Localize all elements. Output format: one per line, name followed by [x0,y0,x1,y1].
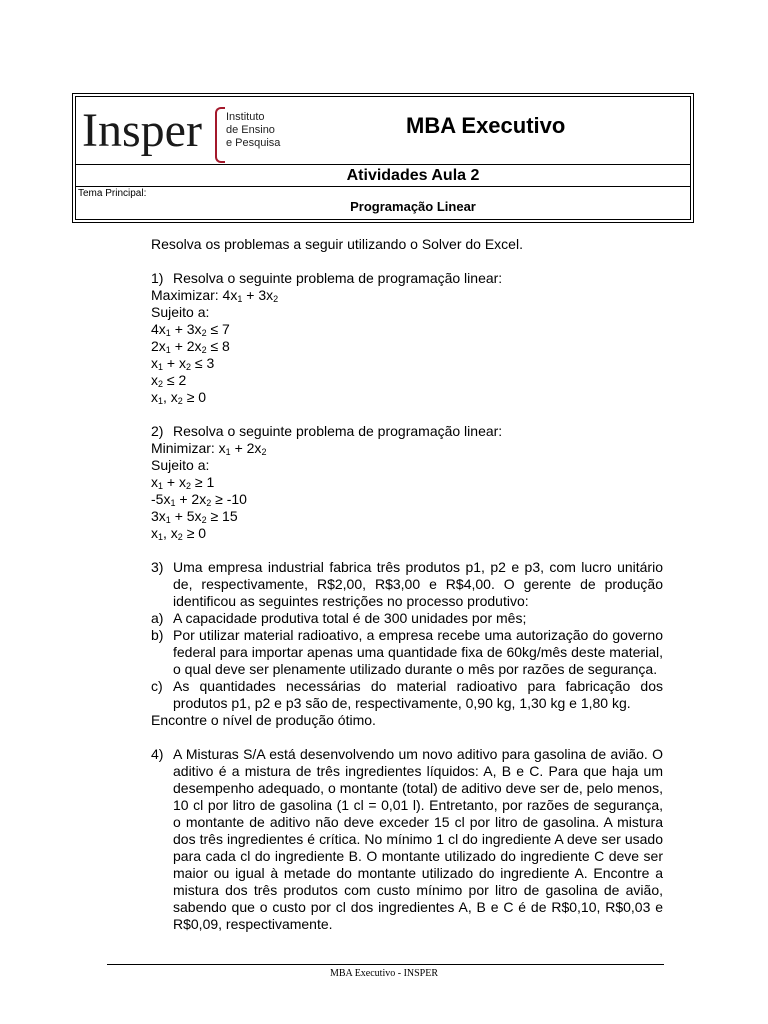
item-text: Por utilizar material radioativo, a empresa recebe uma autorização do governo federal para importar apenas uma quantidade fixa de 60kg/mês deste material, o qual deve ser plenamente utilizado durante o mês por razões de segurança. [173,627,663,677]
footer-divider [107,964,664,965]
header-top-row [76,97,690,164]
header-frame [75,96,691,220]
logo-institute-text [226,111,280,150]
header-theme-row [76,186,690,219]
subject-to-label: Sujeito a: [151,304,210,320]
constraint-line: $-5x_1 + 2x_2 \ge -10$ [151,491,247,508]
intro-text: Resolva os problemas a seguir utilizando o Solver do Excel. [151,236,523,252]
item-label: b) [151,627,164,643]
question-number: 2) [151,423,164,439]
subject-to-label: Sujeito a: [151,457,210,473]
objective-line: Minimizar: $x_1 + 2x_2$ [151,440,267,457]
logo-line: e Pesquisa [226,137,281,149]
list-item [151,627,663,678]
question-number: 1) [151,270,164,286]
page-footer: MBA Executivo - INSPER [329,968,439,979]
question-text: A Misturas S/A está desenvolvendo um novo aditivo para gasolina de avião. O aditivo é a mistura de três ingredientes líquidos: A, B e C. Para que haja um desempenho adequado, o montante (total) de aditivo deve ser de, pelo menos, 10 cl por litro de gasolina (1 cl = 0,01 l). Entretanto, por razões de segurança, o montante de aditivo não deve exceder 15 cl por litro de gasolina. A mistura dos três ingredientes é crítica. No mínimo 1 cl do ingrediente A deve ser usado para cada cl do ingrediente B. O montante utilizado do ingrediente C deve ser maior ou igual à metade do montante utilizado do ingrediente A. Encontre a mistura dos três produtos com custo mínimo por litro de gasolina de avião, sabendo que o custo por cl dos ingredientes A, B e C é de R$0,10, R$0,03 e R$0,09, respectivamente. [173,746,663,932]
constraint-line: $x_1$, $x_2 \ge 0$ [151,389,207,406]
objective-line: Maximizar: $4x_1 + 3x_2$ [151,287,279,304]
theme-label: Tema Principal: [78,188,147,199]
question-number: 3) [151,559,164,575]
question-number: 4) [151,746,164,762]
constraint-line: $3x_1 + 5x_2 \ge 15$ [151,508,238,525]
question-3 [151,559,663,610]
question-1 [151,270,663,287]
document-body [151,236,663,933]
page-subtitle: Atividades Aula 2 [346,167,480,184]
logo-bracket-icon [215,107,225,163]
constraint-line: $x_1 + x_2 \ge 1$ [151,474,215,491]
list-item [151,610,663,627]
constraint-line: $x_1 + x_2 \le 3$ [151,355,215,372]
page-title: MBA Executivo [406,113,566,138]
question-4 [151,746,663,933]
list-item [151,678,663,712]
question-heading: Resolva o seguinte problema de programação linear: [173,270,503,286]
insper-logo: Insper [82,104,202,157]
question-2 [151,423,663,440]
theme-value: Programação Linear [350,199,476,214]
header-subtitle-row [76,164,690,187]
item-label: c) [151,678,163,694]
logo-line: de Ensino [226,124,275,136]
logo-line: Instituto [226,111,265,123]
question-heading: Resolva o seguinte problema de programação linear: [173,423,503,439]
question-closing: Encontre o nível de produção ótimo. [151,712,376,728]
item-text: As quantidades necessárias do material radioativo para fabricação dos produtos p1, p2 e p3 são de, respectivamente, 0,90 kg, 1,30 kg e 1,80 kg. [173,678,663,711]
document-header [72,93,694,223]
constraint-line: $4x_1 + 3x_2 \le 7$ [151,321,230,338]
item-label: a) [151,610,164,626]
question-text: Uma empresa industrial fabrica três produtos p1, p2 e p3, com lucro unitário de, respectivamente, R$2,00, R$3,00 e R$4,00. O gerente de produção identificou as seguintes restrições no processo produtivo: [173,559,663,609]
item-text: A capacidade produtiva total é de 300 unidades por mês; [173,610,527,626]
constraint-line: $x_2 \le 2$ [151,372,187,389]
constraint-line: $2x_1 + 2x_2 \le 8$ [151,338,230,355]
constraint-line: $x_1$, $x_2 \ge 0$ [151,525,207,542]
